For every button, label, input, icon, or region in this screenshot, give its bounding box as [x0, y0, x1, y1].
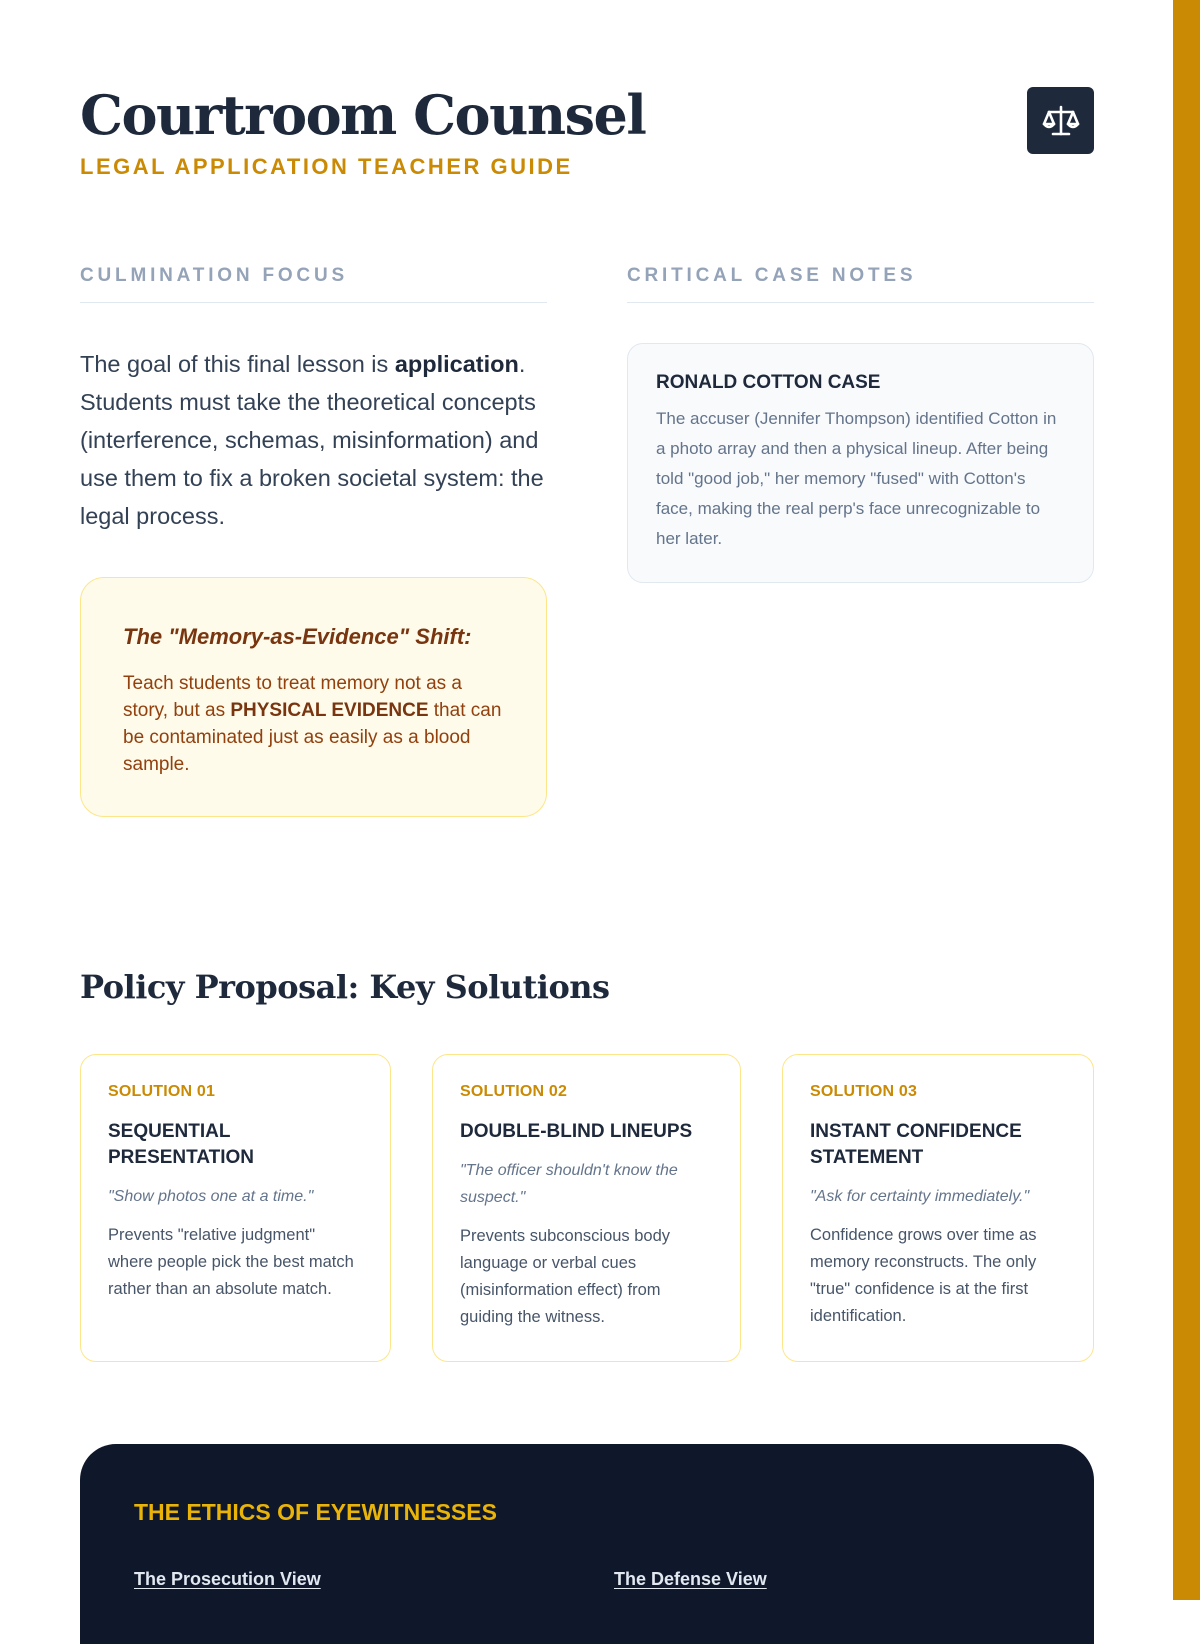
page-subtitle: LEGAL APPLICATION TEACHER GUIDE: [80, 154, 573, 179]
solution-number: SOLUTION 02: [460, 1083, 568, 1100]
solution-number: SOLUTION 01: [108, 1083, 216, 1100]
lesson-goal-paragraph: [80, 345, 547, 535]
page-title: Courtroom Counsel: [80, 83, 646, 147]
case-title: RONALD COTTON CASE: [656, 372, 881, 393]
lesson-goal-text-end: . Students must take the theoretical concepts (interference, schemas, misinformation) and use them to fix a broken societal system: the legal process.: [80, 351, 544, 529]
ronald-cotton-case-card: [627, 343, 1094, 583]
callout-text-start: Teach students to treat memory not as a story, but as: [123, 673, 463, 721]
solution-description: Prevents subconscious body language or verbal cues (misinformation effect) from guiding the witness.: [460, 1227, 671, 1326]
lesson-goal-emphasis: application: [394, 351, 519, 377]
memory-evidence-callout: [80, 577, 547, 817]
solution-card: [432, 1054, 741, 1362]
solution-quote: "The officer shouldn't know the suspect.": [460, 1162, 678, 1206]
callout-emphasis: PHYSICAL EVIDENCE: [230, 700, 429, 721]
callout-text-end: that can be contaminated just as easily as a blood sample.: [123, 700, 502, 775]
ethics-panel: [80, 1444, 1094, 1644]
teacher-guide-page: [80, 0, 1094, 1600]
solution-title: DOUBLE-BLIND LINEUPS: [460, 1121, 693, 1142]
ethics-title: THE ETHICS OF EYEWITNESSES: [134, 1499, 497, 1525]
solution-quote: "Ask for certainty immediately.": [810, 1188, 1030, 1205]
solution-title: INSTANT CONFIDENCE STATEMENT: [810, 1121, 1022, 1168]
critical-case-notes-label: CRITICAL CASE NOTES: [627, 265, 1094, 303]
prosecution-view-link[interactable]: The Prosecution View: [134, 1569, 321, 1589]
culmination-focus-column: [80, 265, 547, 817]
solution-card: [80, 1054, 391, 1362]
accent-side-bar: [1173, 0, 1200, 1600]
solution-description: Prevents "relative judgment" where people pick the best match rather than an absolute match.: [108, 1226, 354, 1298]
critical-case-notes-column: [627, 265, 1094, 583]
culmination-focus-label: CULMINATION FOCUS: [80, 265, 547, 303]
scale-button[interactable]: [1027, 87, 1094, 154]
solution-description: Confidence grows over time as memory reconstructs. The only "true" confidence is at the first identification.: [810, 1226, 1037, 1325]
callout-text: [123, 670, 506, 778]
callout-title: The "Memory-as-Evidence" Shift:: [123, 624, 472, 649]
solution-card: [782, 1054, 1094, 1362]
lesson-goal-text-start: The goal of this final lesson is: [80, 351, 395, 377]
defense-view-link[interactable]: The Defense View: [614, 1569, 767, 1589]
solution-number: SOLUTION 03: [810, 1083, 918, 1100]
solution-title: SEQUENTIAL PRESENTATION: [108, 1121, 255, 1168]
case-text: The accuser (Jennifer Thompson) identified Cotton in a photo array and then a physical lineup. After being told "good job," her memory "fused" with Cotton's face, making the real perp's face unrecognizable to her later.: [656, 409, 1057, 548]
scale-of-justice-icon: [1041, 101, 1081, 141]
solution-quote: "Show photos one at a time.": [108, 1188, 314, 1205]
policy-proposal-heading: Policy Proposal: Key Solutions: [80, 968, 610, 1006]
page-header: [80, 80, 1094, 200]
